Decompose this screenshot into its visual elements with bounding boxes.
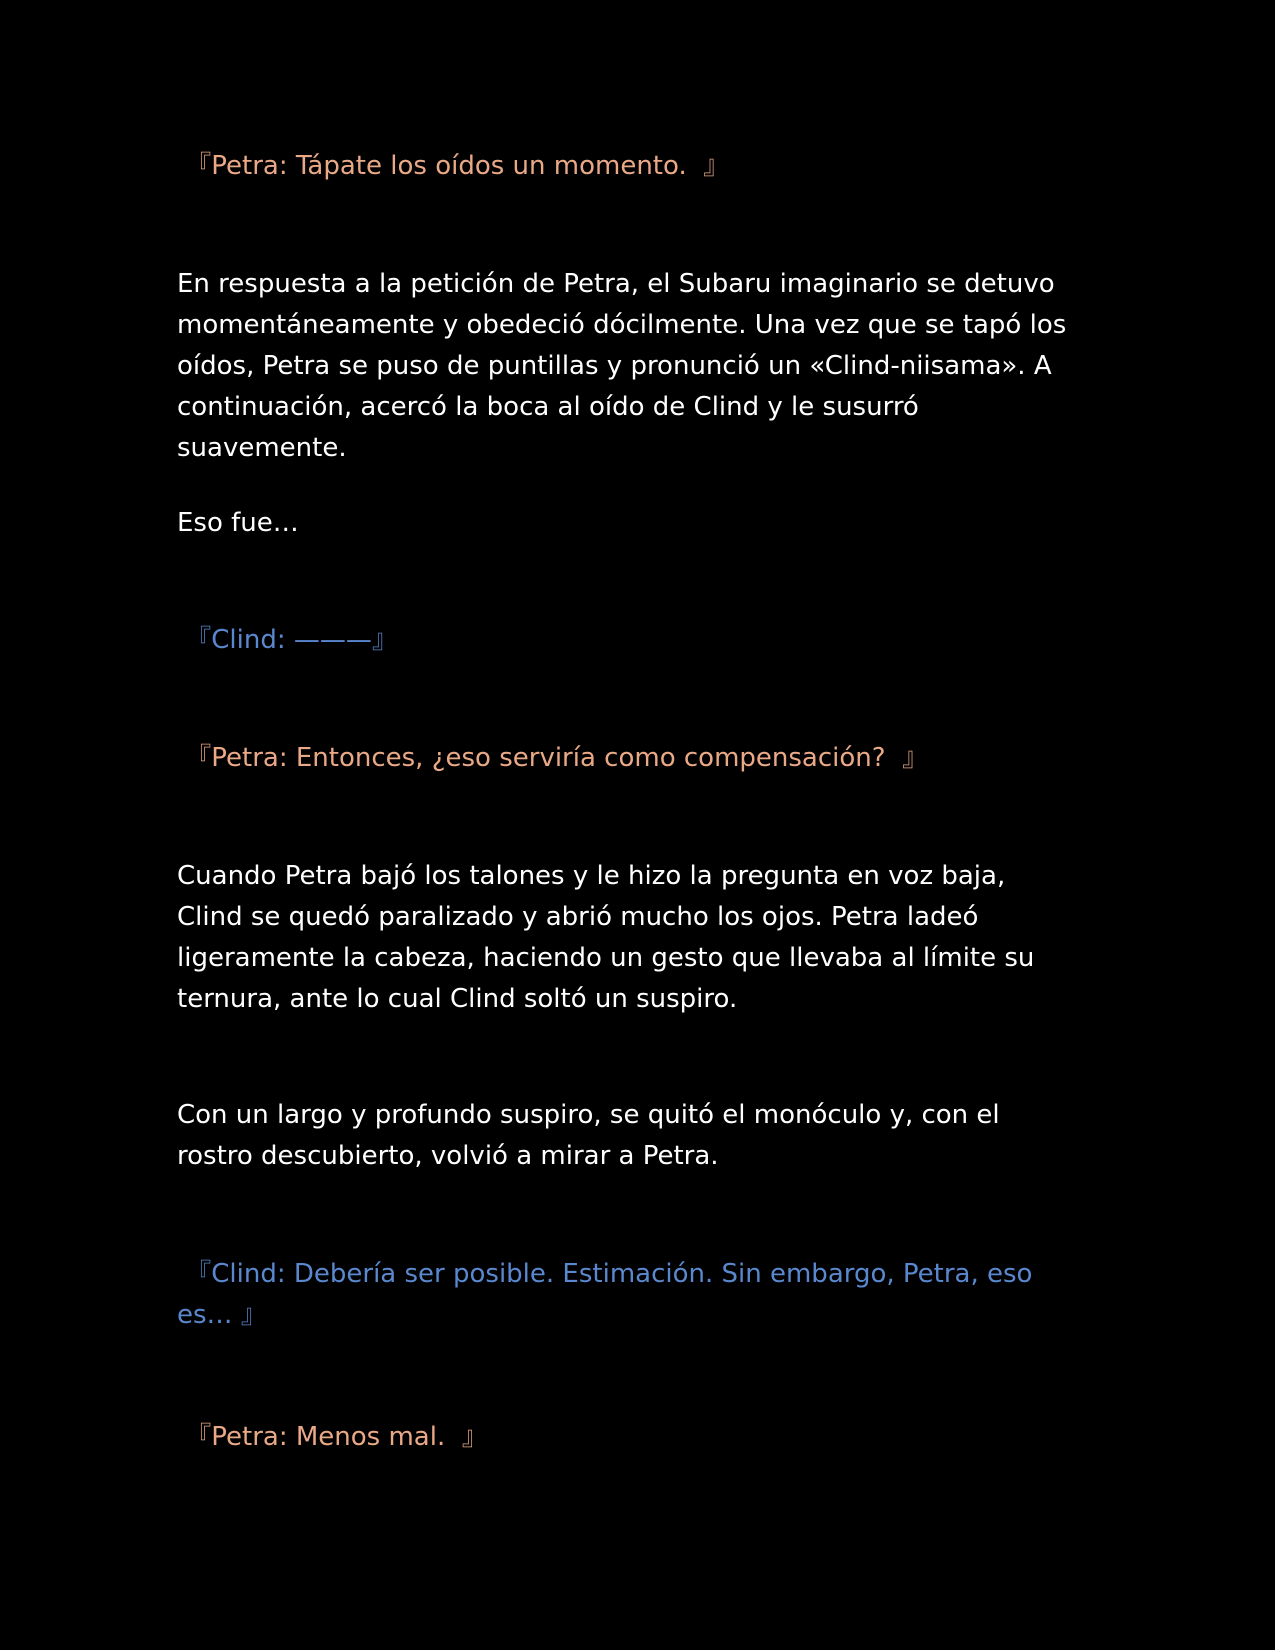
dialogue-petra: 『Petra: Entonces, ¿eso serviría como compensación? 』 xyxy=(177,743,929,773)
narration-paragraph: Eso fue… xyxy=(177,508,299,538)
narration-paragraph: Cuando Petra bajó los talones y le hizo la pregunta en voz baja, Clind se quedó paralizado y abrió mucho los ojos. Petra ladeó ligeramente la cabeza, haciendo un gesto que llevaba al límite su ternura, ante lo cual Clind soltó un suspiro. xyxy=(177,861,1035,1014)
dialogue-petra: 『Petra: Menos mal. 』 xyxy=(177,1422,488,1452)
narration-paragraph: En respuesta a la petición de Petra, el Subaru imaginario se detuvo momentáneamente y obedeció dócilmente. Una vez que se tapó los oídos, Petra se puso de puntillas y pronunció un «Clind-niisama». A continuación, acercó la boca al oído de Clind y le susurró suavemente. xyxy=(177,269,1067,463)
dialogue-clind: 『Clind: ———』 xyxy=(177,625,398,655)
dialogue-clind: 『Clind: Debería ser posible. Estimación. Sin embargo, Petra, eso es… 』 xyxy=(177,1259,1033,1330)
narration-paragraph: Con un largo y profundo suspiro, se quitó el monóculo y, con el rostro descubierto, volvió a mirar a Petra. xyxy=(177,1100,1000,1171)
dialogue-petra: 『Petra: Tápate los oídos un momento. 』 xyxy=(177,151,730,181)
